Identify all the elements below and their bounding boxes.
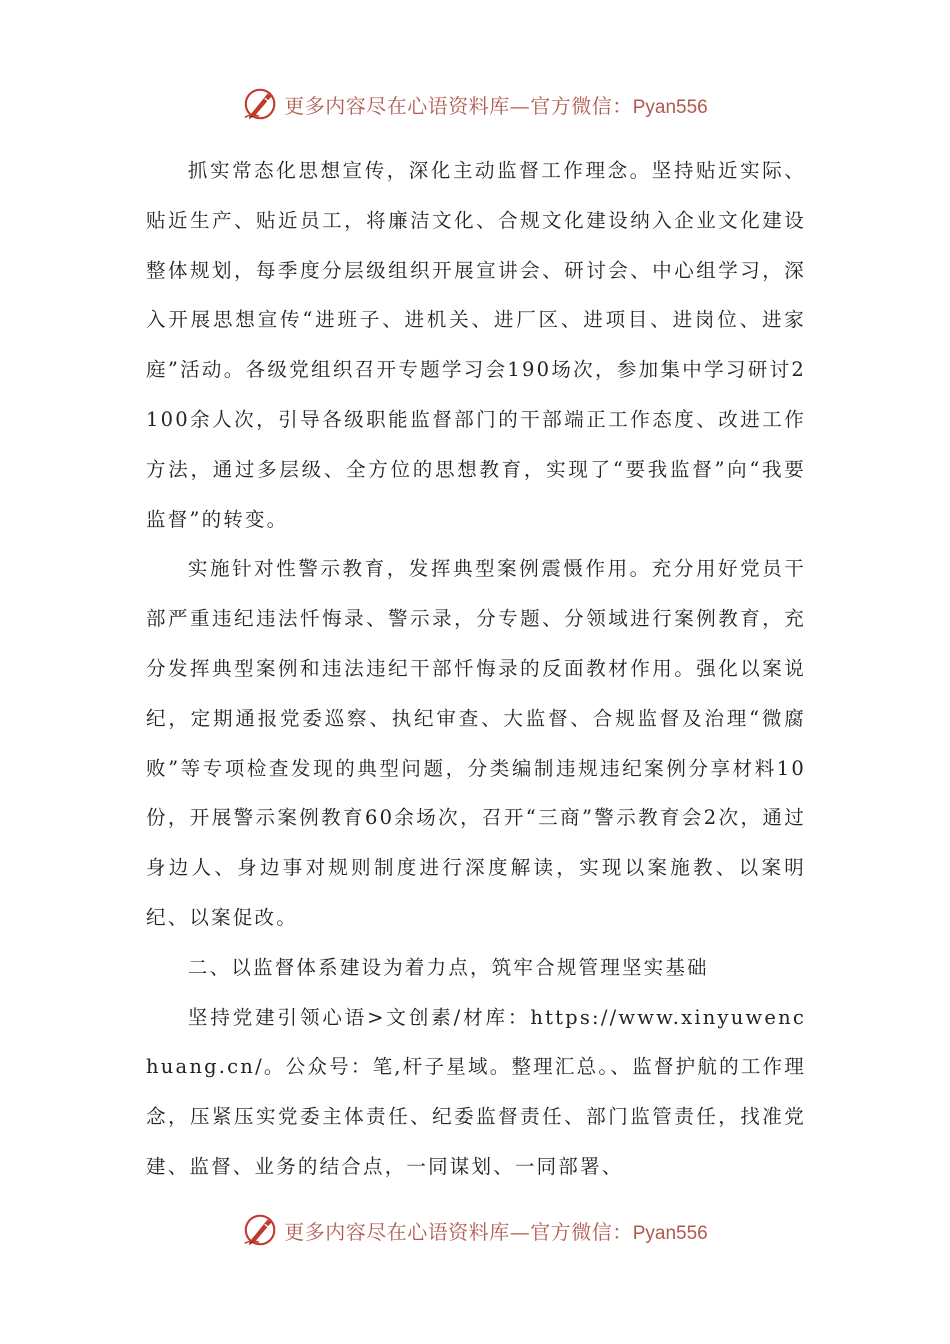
header-banner [0,84,950,124]
footer-banner [0,1210,950,1250]
paragraph-3: 坚持党建引领心语>文创素/材库：https://www.xinyuwenchuang.cn/。公众号：笔,杆子星域。整理汇总。、监督护航的工作理念，压紧压实党委主体责任、纪委监督责任、部门监管责任，找准党建、监督、业务的结合点，一同谋划、一同部署、 [146,1005,806,1178]
header-wechat-id: Pyan556 [632,96,708,118]
footer-banner-text [284,1216,708,1245]
paragraph-1: 抓实常态化思想宣传，深化主动监督工作理念。坚持贴近实际、贴近生产、贴近员工，将廉洁文化、合规文化建设纳入企业文化建设整体规划，每季度分层级组织开展宣讲会、研讨会、中心组学习，深入开展思想宣传“进班子、进机关、进厂区、进项目、进岗位、进家庭”活动。各级党组织召开专题学习会190场次，参加集中学习研讨2100余人次，引导各级职能监督部门的干部端正工作态度、改进工作方法，通过多层级、全方位的思想教育，实现了“要我监督”向“我要监督”的转变。 [146,159,806,531]
section-heading: 二、以监督体系建设为着力点，筑牢合规管理坚实基础 [187,955,709,979]
header-banner-text [284,90,708,119]
document-body [146,146,806,1192]
footer-wechat-id: Pyan556 [632,1222,708,1244]
paragraph-2: 实施针对性警示教育，发挥典型案例震慑作用。充分用好党员干部严重违纪违法忏悔录、警示录，分专题、分领域进行案例教育，充分发挥典型案例和违法违纪干部忏悔录的反面教材作用。强化以案说纪，定期通报党委巡察、执纪审查、大监督、合规监督及治理“微腐败”等专项检查发现的典型问题，分类编制违规违纪案例分享材料10份，开展警示案例教育60余场次，召开“三商”警示教育会2次，通过身边人、身边事对规则制度进行深度解读，实现以案施教、以案明纪、以案促改。 [146,557,806,929]
header-banner-label: 更多内容尽在心语资料库—官方微信： [284,93,633,118]
pen-logo-icon [242,85,280,123]
footer-banner-label: 更多内容尽在心语资料库—官方微信： [284,1219,633,1244]
pen-logo-icon [242,1211,280,1249]
